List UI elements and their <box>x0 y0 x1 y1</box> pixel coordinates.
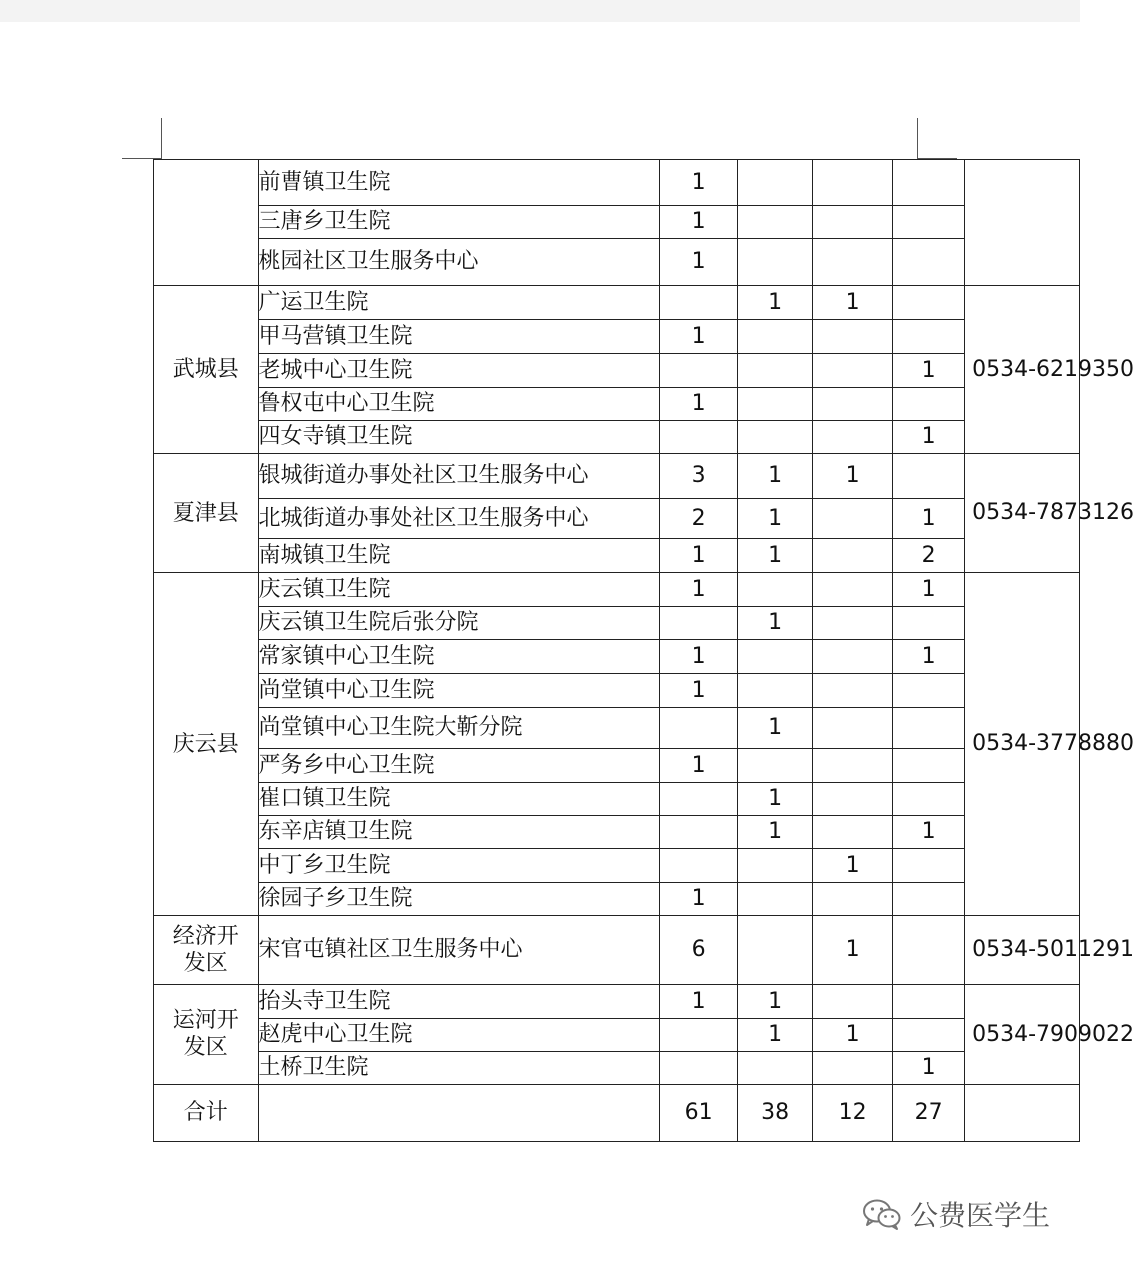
count-col2 <box>738 388 813 421</box>
count-col4 <box>893 286 965 320</box>
count-col3 <box>813 354 893 388</box>
count-col2 <box>738 160 813 206</box>
count-col3: 1 <box>813 849 893 883</box>
count-col2: 1 <box>738 454 813 499</box>
count-col1: 1 <box>660 206 738 239</box>
institution-name: 前曹镇卫生院 <box>258 160 660 206</box>
count-col3 <box>813 499 893 539</box>
count-col3 <box>813 539 893 573</box>
count-col4 <box>893 749 965 783</box>
count-col1: 1 <box>660 749 738 783</box>
count-col2 <box>738 320 813 354</box>
total-label: 合计 <box>154 1085 259 1142</box>
institution-name: 赵虎中心卫生院 <box>258 1019 660 1052</box>
count-col4 <box>893 239 965 286</box>
count-col3: 1 <box>813 916 893 985</box>
contact-cell <box>965 985 1134 1085</box>
count-col4: 1 <box>893 573 965 607</box>
table-row <box>154 499 1080 539</box>
totals-row <box>154 1085 1080 1142</box>
count-col2: 1 <box>738 539 813 573</box>
count-col1 <box>660 849 738 883</box>
count-col3 <box>813 985 893 1019</box>
count-col2 <box>738 1052 813 1085</box>
count-col1: 1 <box>660 573 738 607</box>
count-col2: 1 <box>738 708 813 749</box>
total-col1: 61 <box>660 1085 738 1142</box>
table-row <box>154 160 1080 206</box>
institution-name: 严务乡中心卫生院 <box>258 749 660 783</box>
institution-name: 庆云镇卫生院后张分院 <box>258 607 660 640</box>
table-row <box>154 783 1080 816</box>
table-row <box>154 640 1080 674</box>
count-col3: 1 <box>813 1019 893 1052</box>
count-col1: 1 <box>660 985 738 1019</box>
institution-name: 桃园社区卫生服务中心 <box>258 239 660 286</box>
count-col3 <box>813 388 893 421</box>
table-row <box>154 674 1080 708</box>
district-name: 运河开发区 <box>172 1008 239 1060</box>
crop-mark-left-vertical <box>161 118 162 158</box>
count-col3 <box>813 1052 893 1085</box>
count-col4 <box>893 320 965 354</box>
district-name: 武城县 <box>172 357 239 382</box>
count-col4 <box>893 674 965 708</box>
count-col4: 1 <box>893 499 965 539</box>
count-col1 <box>660 354 738 388</box>
count-col4: 2 <box>893 539 965 573</box>
table-row <box>154 539 1080 573</box>
table-row <box>154 708 1080 749</box>
count-col2 <box>738 674 813 708</box>
wechat-icon <box>862 1198 902 1230</box>
count-col4 <box>893 883 965 916</box>
count-col3 <box>813 640 893 674</box>
contact-cell <box>965 573 1134 916</box>
count-col4 <box>893 454 965 499</box>
table-row <box>154 883 1080 916</box>
count-col1 <box>660 286 738 320</box>
count-col3 <box>813 421 893 454</box>
district-cell <box>154 916 259 985</box>
count-col4 <box>893 849 965 883</box>
count-col4 <box>893 783 965 816</box>
institution-name: 常家镇中心卫生院 <box>258 640 660 674</box>
count-col1: 1 <box>660 539 738 573</box>
total-contact-empty <box>965 1085 1080 1142</box>
table-row <box>154 1019 1080 1052</box>
institution-name: 宋官屯镇社区卫生服务中心 <box>258 916 660 985</box>
count-col3 <box>813 816 893 849</box>
watermark-text: 公费医学生 <box>910 1199 1051 1232</box>
institution-name: 三唐乡卫生院 <box>258 206 660 239</box>
table-row <box>154 749 1080 783</box>
district-cell <box>154 454 259 573</box>
total-col2: 38 <box>738 1085 813 1142</box>
count-col3 <box>813 607 893 640</box>
count-col4 <box>893 206 965 239</box>
institution-name: 鲁权屯中心卫生院 <box>258 388 660 421</box>
table-row <box>154 454 1080 499</box>
total-empty <box>258 1085 660 1142</box>
district-cell <box>154 286 259 454</box>
table-row <box>154 816 1080 849</box>
institution-name: 银城街道办事处社区卫生服务中心 <box>258 454 660 499</box>
count-col1: 1 <box>660 883 738 916</box>
count-col1 <box>660 1019 738 1052</box>
institution-name: 徐园子乡卫生院 <box>258 883 660 916</box>
count-col3 <box>813 573 893 607</box>
contact-cell <box>965 916 1134 985</box>
contact-phone: 0534-3778880 <box>972 731 1134 756</box>
count-col2 <box>738 206 813 239</box>
count-col3: 1 <box>813 454 893 499</box>
institution-name: 中丁乡卫生院 <box>258 849 660 883</box>
count-col4 <box>893 1019 965 1052</box>
count-col1 <box>660 816 738 849</box>
count-col1: 1 <box>660 239 738 286</box>
district-cell-continued <box>154 160 259 286</box>
table-row <box>154 206 1080 239</box>
count-col1 <box>660 607 738 640</box>
contact-phone: 0534-6219350 <box>972 356 1134 382</box>
total-col3: 12 <box>813 1085 893 1142</box>
count-col1: 1 <box>660 640 738 674</box>
table-row <box>154 354 1080 388</box>
count-col2: 1 <box>738 286 813 320</box>
count-col4: 1 <box>893 816 965 849</box>
count-col2 <box>738 573 813 607</box>
institution-name: 广运卫生院 <box>258 286 660 320</box>
institution-name: 四女寺镇卫生院 <box>258 421 660 454</box>
count-col4: 1 <box>893 421 965 454</box>
institution-name: 尚堂镇中心卫生院大靳分院 <box>258 708 660 749</box>
count-col1: 1 <box>660 160 738 206</box>
count-col2 <box>738 749 813 783</box>
count-col2 <box>738 916 813 985</box>
table-row <box>154 916 1080 985</box>
table-row <box>154 421 1080 454</box>
count-col4 <box>893 160 965 206</box>
count-col3 <box>813 160 893 206</box>
count-col2 <box>738 421 813 454</box>
count-col2: 1 <box>738 499 813 539</box>
count-col4 <box>893 388 965 421</box>
count-col2 <box>738 640 813 674</box>
contact-cell <box>965 286 1134 454</box>
district-cell <box>154 985 259 1085</box>
district-name: 经济开发区 <box>172 924 239 976</box>
table-row <box>154 286 1080 320</box>
count-col1 <box>660 1052 738 1085</box>
count-col3 <box>813 320 893 354</box>
table-row <box>154 239 1080 286</box>
count-col4 <box>893 607 965 640</box>
count-col2 <box>738 239 813 286</box>
institution-name: 东辛店镇卫生院 <box>258 816 660 849</box>
table-row <box>154 849 1080 883</box>
count-col2 <box>738 849 813 883</box>
institution-name: 崔口镇卫生院 <box>258 783 660 816</box>
table-row <box>154 573 1080 607</box>
institution-name: 土桥卫生院 <box>258 1052 660 1085</box>
count-col3 <box>813 883 893 916</box>
institution-name: 北城街道办事处社区卫生服务中心 <box>258 499 660 539</box>
count-col2: 1 <box>738 783 813 816</box>
institution-name: 庆云镇卫生院 <box>258 573 660 607</box>
district-name: 夏津县 <box>172 500 239 526</box>
count-col4 <box>893 708 965 749</box>
contact-cell <box>965 454 1134 573</box>
table-row <box>154 1052 1080 1085</box>
count-col4: 1 <box>893 354 965 388</box>
contact-cell-continued <box>965 160 1080 286</box>
institution-name: 老城中心卫生院 <box>258 354 660 388</box>
count-col1: 1 <box>660 388 738 421</box>
count-col3 <box>813 749 893 783</box>
table-row <box>154 320 1080 354</box>
contact-phone: 0534-7909022 <box>972 1021 1134 1047</box>
count-col3 <box>813 674 893 708</box>
count-col2: 1 <box>738 816 813 849</box>
count-col4: 1 <box>893 1052 965 1085</box>
count-col1: 3 <box>660 454 738 499</box>
count-col1: 1 <box>660 674 738 708</box>
table-row <box>154 985 1080 1019</box>
watermark <box>862 1197 1050 1231</box>
count-col4: 1 <box>893 640 965 674</box>
institution-name: 抬头寺卫生院 <box>258 985 660 1019</box>
count-col3: 1 <box>813 286 893 320</box>
crop-mark-right-vertical <box>917 118 918 158</box>
count-col4 <box>893 916 965 985</box>
total-col4: 27 <box>893 1085 965 1142</box>
top-band <box>0 0 1080 22</box>
institution-name: 甲马营镇卫生院 <box>258 320 660 354</box>
count-col1: 6 <box>660 916 738 985</box>
table-row <box>154 607 1080 640</box>
quota-table <box>153 159 1134 1142</box>
count-col2: 1 <box>738 1019 813 1052</box>
count-col1 <box>660 708 738 749</box>
count-col3 <box>813 206 893 239</box>
count-col1: 1 <box>660 320 738 354</box>
count-col3 <box>813 708 893 749</box>
count-col2 <box>738 354 813 388</box>
count-col1 <box>660 421 738 454</box>
count-col2: 1 <box>738 985 813 1019</box>
count-col4 <box>893 985 965 1019</box>
count-col3 <box>813 783 893 816</box>
institution-name: 尚堂镇中心卫生院 <box>258 674 660 708</box>
count-col2: 1 <box>738 607 813 640</box>
institution-name: 南城镇卫生院 <box>258 539 660 573</box>
table-row <box>154 388 1080 421</box>
count-col1: 2 <box>660 499 738 539</box>
contact-phone: 0534-7873126 <box>972 500 1134 525</box>
contact-phone: 0534-5011291 <box>972 937 1134 962</box>
district-cell <box>154 573 259 916</box>
count-col2 <box>738 883 813 916</box>
district-name: 庆云县 <box>172 731 239 757</box>
count-col1 <box>660 783 738 816</box>
count-col3 <box>813 239 893 286</box>
